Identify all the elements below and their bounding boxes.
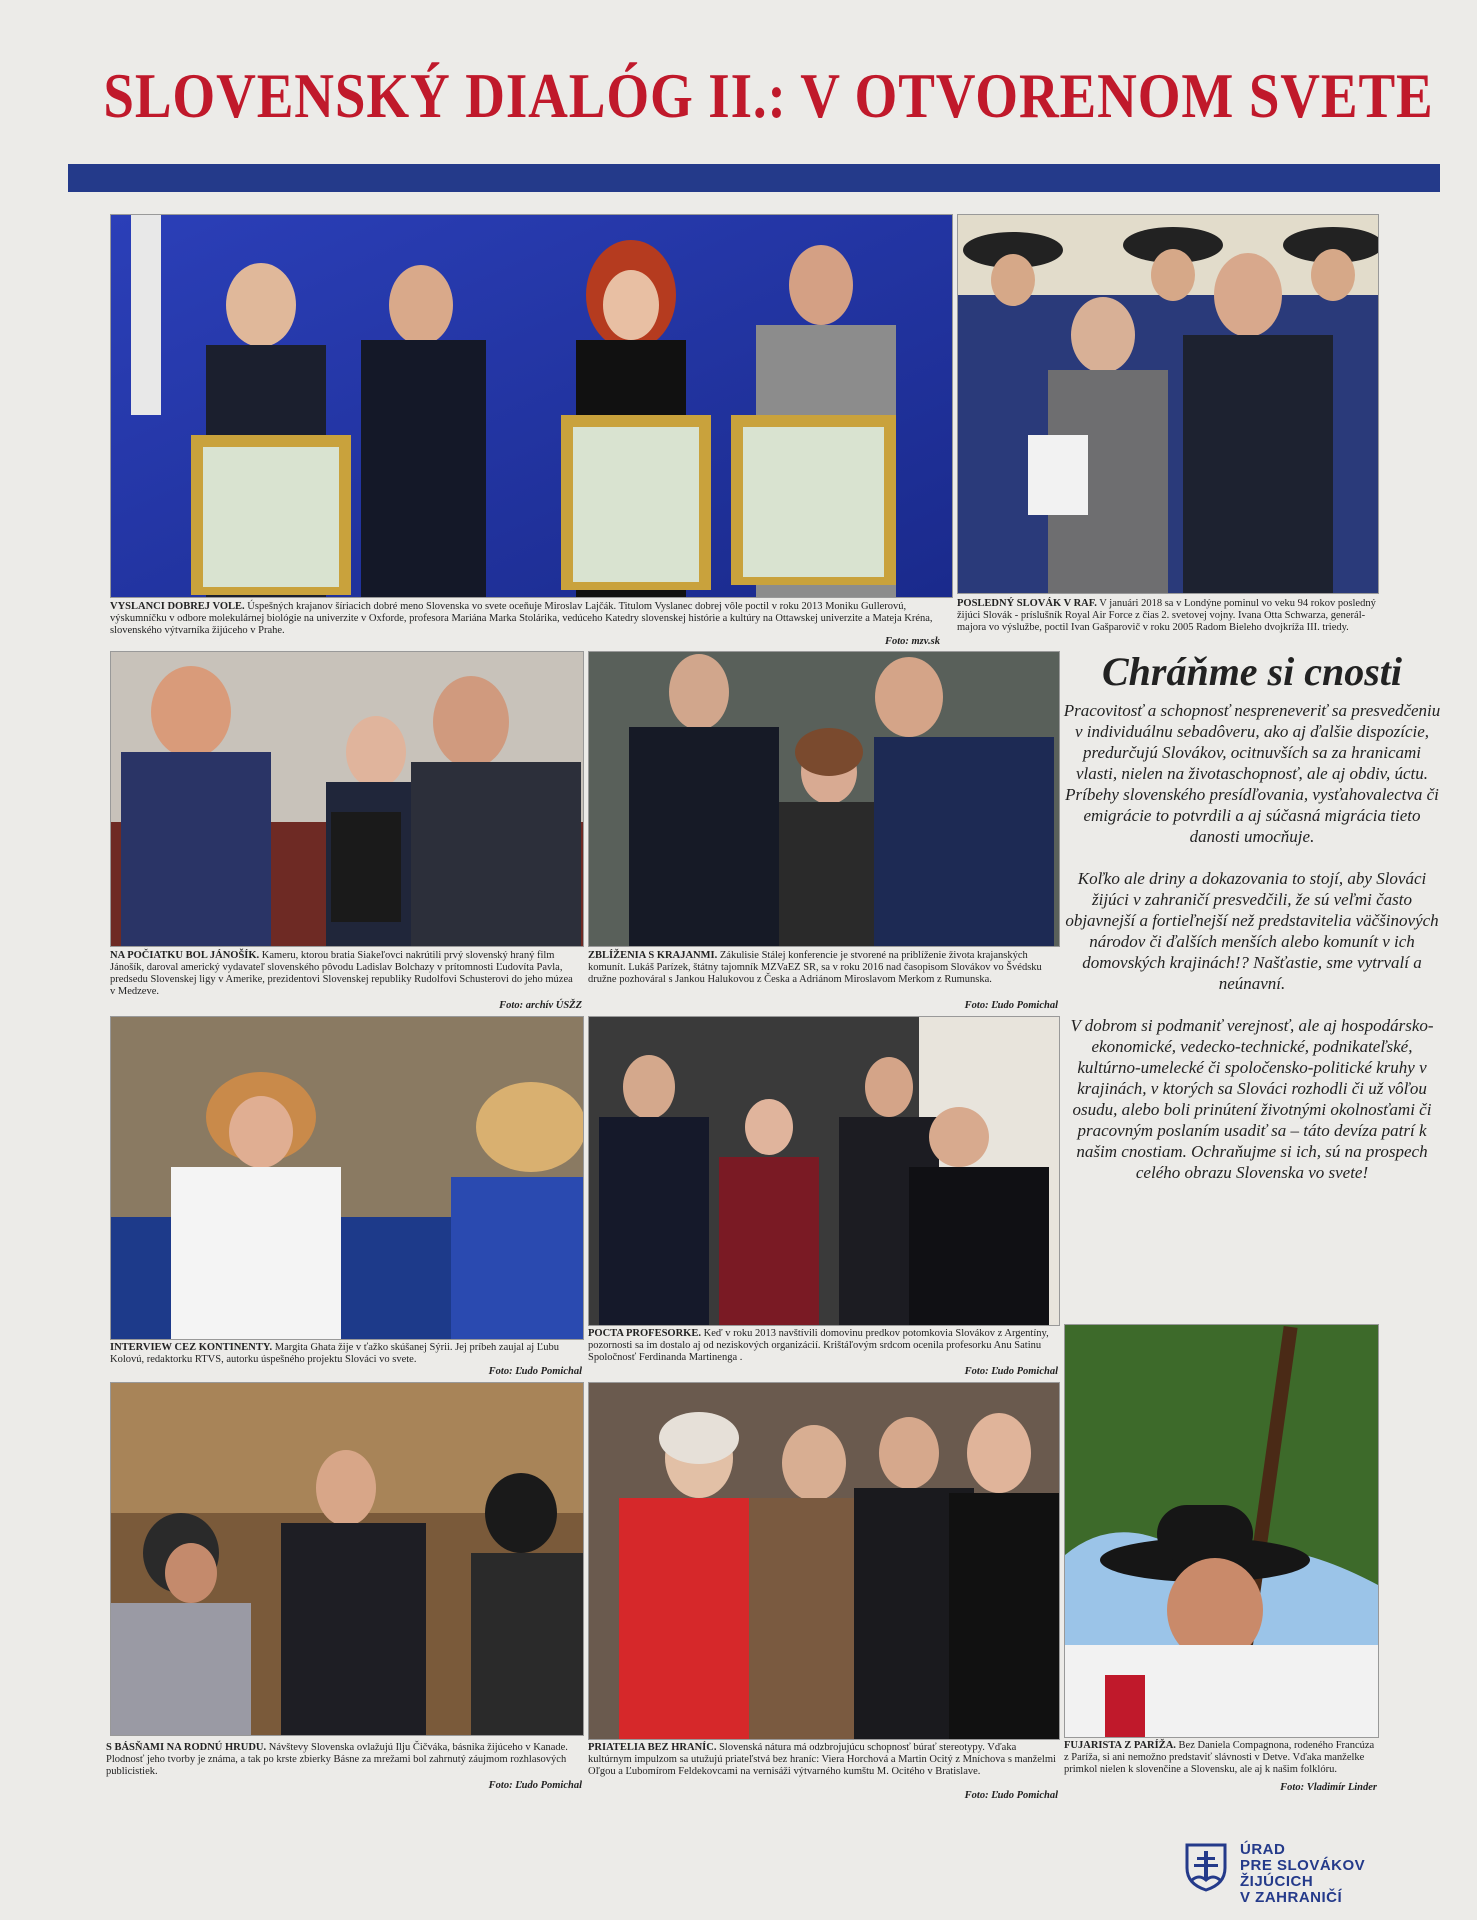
photo-janosik-camera	[110, 651, 584, 947]
essay-body	[1062, 700, 1442, 1204]
slovak-cross-icon	[1184, 1842, 1228, 1892]
caption-friends-exhibition: PRIATELIA BEZ HRANÍC. Slovenská nátura má odzbrojujúcu schopnosť búrať stereotypy. Vďaka kultúrnym impulzom sa utužujú priateľstvá bez hraníc: Viera Horchová a Martin Ocitý z Mníchova s manželmi Oľgou a Ľubomírom Feldekovcami na vernisáži výtvarného kumštu M. Ocitého v Bratislave.	[588, 1742, 1056, 1777]
credit-ambassadors: Foto: mzv.sk	[884, 636, 940, 647]
credit-community-meeting: Foto: Ľudo Pomichal	[964, 1000, 1058, 1011]
caption-ambassadors: VYSLANCI DOBREJ VOLE. Úspešných krajanov šíriacich dobré meno Slovenska vo svete oceňuje Miroslav Lajčák. Titulom Vyslanec dobrej vôle poctil v roku 2013 Moniku Gullerovú, výskumníčku v odbore molekulárnej biológie na univerzite v Oxforde, profesora Mariána Marka Stolárika, vedúceho Katedry slovenskej histórie a kultúry na Ottawskej univerzite a Mateja Kréna, slovenského výtvarníka žijúceho v Prahe.	[110, 601, 933, 636]
photo-fujara-player	[1064, 1324, 1379, 1738]
office-logo-text: ÚRAD PRE SLOVÁKOV ŽIJÚCICH V ZAHRANIČÍ	[1240, 1841, 1366, 1906]
photo-community-meeting	[588, 651, 1060, 947]
essay-paragraph: V dobrom si podmaniť verejnosť, ale aj hospodársko-ekonomické, vedecko-technické, podnikateľské, kultúrno-umelecké či spoločensko-politické kruhy v krajinách, v ktorých sa Slováci rozhodli či už vôľou osudu, alebo boli prinútení životnými okolnosťami či pracovným poslaním usadiť sa – táto devíza patrí k našim cnostiam. Ochraňujme si ich, sú na prospech celého obrazu Slovenska vo svete!	[1070, 1016, 1434, 1182]
photo-raf-veteran	[957, 214, 1379, 594]
credit-friends-exhibition: Foto: Ľudo Pomichal	[964, 1790, 1058, 1801]
caption-interview: INTERVIEW CEZ KONTINENTY. Margita Ghata žije v ťažko skúšanej Sýrii. Jej príbeh zaujal aj Ľubu Kolovú, redaktorku RTVS, autorku úspešného projektu Slováci vo svete.	[110, 1342, 559, 1365]
essay-paragraph: Koľko ale driny a dokazovania to stojí, aby Slováci žijúci v zahraničí presvedčili, že sú veľmi často objavnejší a fortieľnejší než predstavitelia väčšinových národov či ďalších menších alebo komunít v ich domovských krajinách!? Našťastie, sme vytrvalí a neúnavní.	[1065, 869, 1439, 993]
credit-interview: Foto: Ľudo Pomichal	[488, 1366, 582, 1377]
photo-poet-interview	[110, 1382, 584, 1736]
credit-janosik-camera: Foto: archív ÚSŽZ	[499, 1000, 582, 1011]
caption-janosik-camera: NA POČIATKU BOL JÁNOŠÍK. Kameru, ktorou bratia Siakeľovci nakrútili prvý slovenský hraný film Jánošík, daroval americký vydavateľ slovenského pôvodu Ladislav Bolchazy v prítomnosti Ľudovíta Pavla, predsedu Slovenskej ligy v Amerike, prezidentovi Slovenskej republiky Rudolfovi Schusterovi do jeho múzea v Medzeve.	[110, 950, 573, 997]
photo-professor-award	[588, 1016, 1060, 1326]
caption-professor-award: POCTA PROFESORKE. Keď v roku 2013 navštívili domovinu predkov potomkovia Slovákov z Argentíny, pozornosti sa im dostalo aj od neziskových organizácií. Krištáľovým srdcom ocenila profesorku Anu Satinu Spoločnosť Ferdinanda Martinenga .	[588, 1328, 1049, 1363]
credit-professor-award: Foto: Ľudo Pomichal	[964, 1366, 1058, 1377]
credit-poet-interview: Foto: Ľudo Pomichal	[488, 1780, 582, 1791]
title-divider-bar	[68, 164, 1440, 192]
essay-title: Chráňme si cnosti	[1101, 649, 1403, 694]
credit-fujara-player: Foto: Vladimír Linder	[1280, 1782, 1377, 1793]
photo-ambassadors	[110, 214, 953, 598]
photo-friends-exhibition	[588, 1382, 1060, 1740]
photo-interview	[110, 1016, 584, 1340]
caption-poet-interview: S BÁSŇAMI NA RODNÚ HRUDU. Návštevy Slovenska ovlažujú Ilju Čičváka, básnika žijúceho v Kanade. Plodnosť jeho tvorby je známa, a tak po krste zbierky Básne za mrežami bol zahrnutý záujmom rozhlasových publicistiek.	[106, 1742, 568, 1777]
caption-raf-veteran: POSLEDNÝ SLOVÁK V RAF. V januári 2018 sa v Londýne pominul vo veku 94 rokov posledný žijúci Slovák - príslušník Royal Air Force z čias 2. svetovej vojny. Ivana Otta Schwarza, generál-majora vo výslužbe, poctil Ivan Gašparovič v roku 2005 Radom Bieleho dvojkríža III. triedy.	[957, 598, 1376, 633]
caption-community-meeting: ZBLÍŽENIA S KRAJANMI. Zákulisie Stálej konferencie je stvorené na priblíženie života krajanských komunít. Lukáš Parízek, štátny tajomník MZVaEZ SR, sa v roku 2016 nad časopisom Slovákov vo Švédsku družne pozhováral s Jankou Halukovou z Česka a Adriánom Miroslavom Merkom z Rumunska.	[588, 950, 1042, 985]
caption-fujara-player: FUJARISTA Z PARÍŽA. Bez Daniela Compagnona, rodeného Francúza z Paríža, si ani nemožno predstaviť slávnosti v Detve. Vďaka manželke primkol nielen k slovenčine a Slovensku, ale aj k našim folklóru.	[1064, 1740, 1375, 1775]
page-title: SLOVENSKÝ DIALÓG II.: V OTVORENOM SVETE	[103, 60, 1434, 131]
office-logo	[1184, 1838, 1424, 1906]
essay-paragraph: Pracovitosť a schopnosť nespreneveriť sa presvedčeniu v individuálnu sebadôveru, ako aj ďalšie dispozície, predurčujú Slovákov, ocitnuvších sa za hranicami vlasti, nielen na životaschopnosť, ale aj obdiv, úctu. Príbehy slovenského presídľovania, vysťahovalectva či emigrácie to potvrdili a aj súčasná migrácia tieto danosti umocňuje.	[1063, 701, 1441, 846]
